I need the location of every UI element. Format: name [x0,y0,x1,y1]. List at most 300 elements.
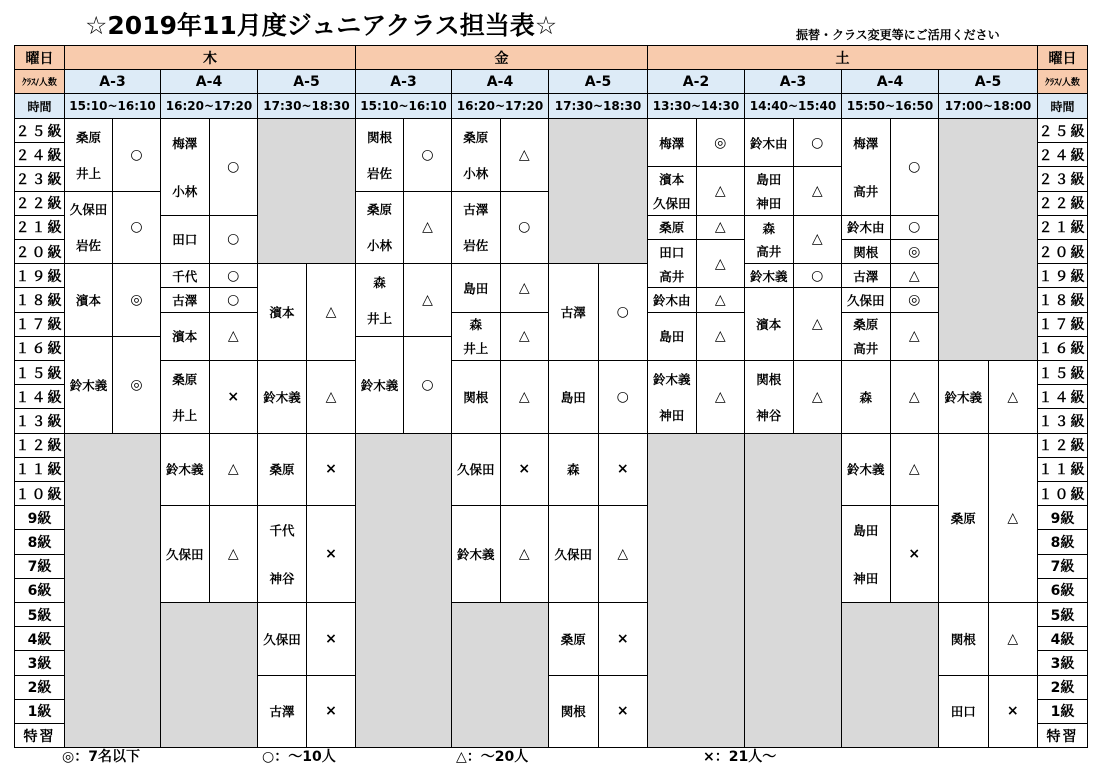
teacher-cell [257,360,307,434]
capacity-mark: △ [988,602,1039,676]
grade-label-right: 1級 [1037,699,1088,724]
capacity-mark: × [890,505,940,603]
teacher-name: 島田 [756,172,782,188]
legend-item-few: ◎：7名以下 [62,749,140,765]
capacity-mark: ○ [403,336,452,434]
legend [0,746,1103,770]
teacher-cell [841,360,891,434]
capacity-mark: ○ [890,118,940,216]
teacher-cell [548,263,599,361]
teacher-cell [257,433,307,507]
capacity-mark: △ [696,166,746,215]
teacher-name: 関根 [950,631,976,647]
grade-label-right: ２２級 [1037,191,1088,216]
teacher-cell [160,433,210,507]
teacher-name: 古澤 [853,268,879,284]
usage-note: 振替・クラス変更等にご活用ください [796,28,1000,42]
grade-label-left: １９級 [14,263,65,288]
teacher-name: 古澤 [560,305,586,321]
teacher-cell [841,263,891,288]
capacity-mark: × [598,602,649,676]
teacher-name: 森 [469,317,482,333]
teacher-cell [841,505,891,603]
teacher-cell [160,287,210,312]
teacher-name: 鈴木義 [456,547,495,563]
grade-label-right: 2級 [1037,675,1088,700]
teacher-name: 田口 [172,232,198,248]
grade-label-right: １８級 [1037,287,1088,312]
teacher-cell [257,675,307,749]
teacher-cell [451,360,501,434]
grade-label-right: 特習 [1037,723,1088,748]
teacher-cell [355,118,404,192]
teacher-name: 鈴木由 [749,135,788,151]
grade-label-right: 6級 [1037,578,1088,603]
grade-label-right: １０級 [1037,481,1088,506]
teacher-cell [355,336,404,434]
teacher-name: 桑原 [560,631,586,647]
capacity-mark: △ [793,360,843,434]
teacher-name: 島田 [463,280,489,296]
teacher-cell [744,118,794,167]
capacity-mark: ○ [598,263,649,361]
capacity-mark: ○ [209,215,259,264]
grade-label-left: 特習 [14,723,65,748]
teacher-name: 関根 [560,704,586,720]
teacher-cell [841,312,891,361]
class-time: 15:10~16:10 [355,93,452,119]
capacity-mark: ◎ [112,336,161,434]
capacity-mark: △ [209,505,259,603]
teacher-cell [647,287,697,312]
class-time: 13:30~14:30 [647,93,745,119]
teacher-name: 鈴木義 [749,268,788,284]
teacher-name: 梅澤 [853,135,879,151]
teacher-name: 関根 [853,244,879,260]
capacity-mark: △ [988,433,1039,603]
class-time: 16:20~17:20 [160,93,258,119]
grade-label-left: 8級 [14,529,65,554]
teacher-name: 鈴木義 [652,371,691,387]
capacity-mark: △ [209,433,259,507]
class-name: A-3 [355,69,452,94]
grade-label-left: １３級 [14,408,65,433]
teacher-name: 桑原 [853,317,879,333]
grade-label-left: ２２級 [14,191,65,216]
grade-label-left: 5級 [14,602,65,627]
teacher-cell [64,263,113,337]
teacher-cell [938,433,989,603]
empty-slot [548,118,648,264]
teacher-cell [647,239,697,288]
teacher-cell [938,360,989,434]
class-time: 17:30~18:30 [257,93,356,119]
grade-label-left: 9級 [14,505,65,530]
teacher-cell [647,215,697,240]
grade-label-left: １７級 [14,312,65,337]
teacher-name: 鈴木義 [360,377,399,393]
teacher-name: 神谷 [269,571,295,587]
grade-label-right: ２５級 [1037,118,1088,143]
teacher-cell [160,118,210,216]
grade-label-right: １４級 [1037,384,1088,409]
grade-label-right: 7級 [1037,554,1088,579]
class-time: 14:40~15:40 [744,93,842,119]
empty-slot [257,118,356,264]
weekday-header: 金 [355,45,648,70]
class-label-left: ｸﾗｽ/人数 [14,69,65,94]
teacher-name: 久保田 [165,547,204,563]
class-name: A-5 [257,69,356,94]
teacher-cell [64,191,113,265]
teacher-cell [160,215,210,264]
grade-label-left: １５級 [14,360,65,385]
time-label-right: 時間 [1037,93,1088,119]
teacher-name: 神田 [853,571,879,587]
grade-label-right: ２０級 [1037,239,1088,264]
teacher-cell [647,312,697,361]
teacher-name: 梅澤 [172,135,198,151]
teacher-cell [64,336,113,434]
teacher-name: 岩佐 [463,238,489,254]
class-time: 15:50~16:50 [841,93,939,119]
teacher-cell [451,505,501,603]
capacity-mark: × [306,433,356,507]
grade-label-left: １１級 [14,457,65,482]
teacher-name: 桑原 [950,510,976,526]
capacity-mark: ○ [793,118,843,167]
teacher-cell [451,312,501,361]
capacity-mark: △ [306,263,356,361]
teacher-name: 濱本 [75,292,101,308]
teacher-name: 高井 [756,244,782,260]
teacher-name: 古澤 [172,292,198,308]
class-time: 16:20~17:20 [451,93,549,119]
teacher-cell [451,118,501,192]
weekday-label-left: 曜日 [14,45,65,70]
class-time: 15:10~16:10 [64,93,161,119]
teacher-name: 久保田 [263,631,301,647]
teacher-name: 高井 [853,341,879,357]
class-name: A-5 [548,69,648,94]
grade-label-right: １７級 [1037,312,1088,337]
teacher-name: 鈴木義 [944,389,982,405]
class-time: 17:00~18:00 [938,93,1038,119]
teacher-cell [548,675,599,749]
teacher-name: 鈴木由 [652,292,691,308]
teacher-name: 森 [373,275,386,291]
teacher-name: 関根 [366,129,392,145]
capacity-mark: △ [696,360,746,434]
capacity-mark: ○ [500,191,550,265]
empty-slot [355,433,452,749]
legend-item-twenty: △：～20人 [456,749,529,765]
teacher-name: 島田 [659,329,685,345]
empty-slot [451,602,549,748]
capacity-mark: ○ [890,215,940,240]
teacher-name: 森 [859,389,872,405]
class-name: A-4 [451,69,549,94]
teacher-cell [841,433,891,507]
class-name: A-4 [841,69,939,94]
capacity-mark: × [306,505,356,603]
teacher-name: 千代 [269,523,295,539]
grade-label-left: １４級 [14,384,65,409]
grade-label-left: ２５級 [14,118,65,143]
empty-slot [744,433,842,749]
teacher-cell [841,118,891,216]
capacity-mark: ○ [793,263,843,288]
teacher-cell [647,166,697,215]
capacity-mark: ○ [209,287,259,312]
class-name: A-3 [744,69,842,94]
capacity-mark: △ [793,166,843,215]
teacher-cell [257,602,307,676]
teacher-name: 古澤 [463,202,489,218]
class-name: A-3 [64,69,161,94]
teacher-cell [160,360,210,434]
capacity-mark: ◎ [696,118,746,167]
grade-label-left: 2級 [14,675,65,700]
teacher-name: 桑原 [269,462,295,478]
capacity-mark: △ [696,215,746,240]
teacher-cell [744,215,794,264]
teacher-name: 森 [566,462,580,478]
teacher-name: 神田 [659,407,685,423]
legend-item-ten: ○：～10人 [262,749,336,765]
grade-label-right: 3級 [1037,650,1088,675]
teacher-cell [744,360,794,434]
capacity-mark: ◎ [112,263,161,337]
page-title: ☆2019年11月度ジュニアクラス担当表☆ [85,11,558,40]
teacher-cell [451,433,501,507]
capacity-mark: ○ [598,360,649,434]
empty-slot [160,602,258,748]
teacher-cell [647,118,697,167]
teacher-name: 桑原 [463,129,489,145]
teacher-cell [355,263,404,337]
empty-slot [938,118,1038,361]
weekday-header: 木 [64,45,356,70]
capacity-mark: △ [598,505,649,603]
teacher-name: 鈴木義 [846,462,885,478]
grade-label-left: ２１級 [14,215,65,240]
empty-slot [841,602,939,748]
capacity-mark: △ [209,312,259,361]
grade-label-right: ２４級 [1037,142,1088,167]
teacher-name: 久保田 [652,195,691,211]
legend-item-many: ×：21人～ [703,749,777,765]
grade-label-right: １６級 [1037,336,1088,361]
teacher-name: 井上 [172,407,198,423]
teacher-cell [451,191,501,265]
grade-label-right: ２１級 [1037,215,1088,240]
capacity-mark: ○ [209,118,259,216]
teacher-name: 鈴木義 [165,462,204,478]
teacher-cell [548,433,599,507]
class-name: A-4 [160,69,258,94]
teacher-name: 鈴木義 [69,377,108,393]
teacher-name: 桑原 [659,220,685,236]
teacher-name: 小林 [172,183,198,199]
teacher-name: 田口 [659,244,685,260]
class-name: A-2 [647,69,745,94]
teacher-name: 井上 [366,310,392,326]
grade-label-right: １２級 [1037,433,1088,458]
teacher-name: 濱本 [172,329,198,345]
teacher-name: 久保田 [846,292,885,308]
capacity-mark: ○ [112,191,161,265]
grade-label-left: １２級 [14,433,65,458]
teacher-cell [160,263,210,288]
teacher-cell [548,505,599,603]
capacity-mark: ◎ [890,239,940,264]
capacity-mark: × [988,675,1039,749]
teacher-cell [548,360,599,434]
capacity-mark: △ [696,287,746,312]
teacher-name: 関根 [756,371,782,387]
grade-label-left: 1級 [14,699,65,724]
capacity-mark: △ [500,360,550,434]
teacher-name: 久保田 [554,547,592,563]
grade-label-right: １３級 [1037,408,1088,433]
empty-slot [64,433,161,749]
grade-label-left: １６級 [14,336,65,361]
teacher-cell [938,602,989,676]
capacity-mark: × [500,433,550,507]
teacher-cell [257,263,307,361]
teacher-cell [841,215,891,240]
capacity-mark: △ [500,505,550,603]
teacher-name: 井上 [75,165,101,181]
teacher-cell [355,191,404,265]
capacity-mark: × [306,675,356,749]
teacher-name: 桑原 [366,202,392,218]
grade-label-left: 4級 [14,626,65,651]
capacity-mark: × [598,433,649,507]
teacher-name: 濱本 [659,172,685,188]
capacity-mark: × [209,360,259,434]
teacher-name: 高井 [853,183,879,199]
teacher-cell [257,505,307,603]
grade-label-left: ２３級 [14,166,65,191]
teacher-name: 関根 [463,389,489,405]
capacity-mark: △ [988,360,1039,434]
teacher-cell [548,602,599,676]
teacher-name: 濱本 [756,317,782,333]
teacher-name: 桑原 [172,371,198,387]
teacher-cell [938,675,989,749]
teacher-name: 岩佐 [75,238,101,254]
teacher-name: 久保田 [69,202,108,218]
capacity-mark: × [598,675,649,749]
capacity-mark: △ [306,360,356,434]
teacher-name: 千代 [172,268,198,284]
weekday-label-right: 曜日 [1037,45,1088,70]
grade-label-left: 3級 [14,650,65,675]
time-label-left: 時間 [14,93,65,119]
capacity-mark: △ [696,239,746,288]
grade-label-left: ２４級 [14,142,65,167]
teacher-name: 神田 [756,195,782,211]
grade-label-right: １５級 [1037,360,1088,385]
teacher-name: 久保田 [456,462,495,478]
grade-label-left: １０級 [14,481,65,506]
teacher-cell [841,287,891,312]
capacity-mark: △ [890,263,940,288]
capacity-mark: △ [793,287,843,361]
teacher-name: 神谷 [756,407,782,423]
empty-slot [647,433,745,749]
grade-label-left: １８級 [14,287,65,312]
capacity-mark: ○ [403,118,452,192]
teacher-name: 濱本 [269,305,295,321]
class-name: A-5 [938,69,1038,94]
teacher-name: 島田 [853,523,879,539]
teacher-name: 小林 [463,165,489,181]
teacher-cell [451,263,501,312]
weekday-header: 土 [647,45,1038,70]
grade-label-left: 7級 [14,554,65,579]
teacher-cell [744,263,794,288]
teacher-name: 梅澤 [659,135,685,151]
class-time: 17:30~18:30 [548,93,648,119]
teacher-cell [744,166,794,215]
grade-label-left: ２０級 [14,239,65,264]
grade-label-left: 6級 [14,578,65,603]
teacher-name: 森 [762,220,775,236]
capacity-mark: △ [500,312,550,361]
teacher-name: 鈴木由 [846,220,885,236]
grade-label-right: １９級 [1037,263,1088,288]
capacity-mark: △ [403,191,452,265]
capacity-mark: △ [500,118,550,192]
grade-label-right: １１級 [1037,457,1088,482]
teacher-name: 鈴木義 [263,389,301,405]
teacher-cell [160,505,210,603]
capacity-mark: ○ [209,263,259,288]
teacher-cell [160,312,210,361]
teacher-name: 高井 [659,268,685,284]
teacher-name: 小林 [366,238,392,254]
teacher-name: 田口 [950,704,976,720]
teacher-name: 井上 [463,341,489,357]
grade-label-right: 5級 [1037,602,1088,627]
grade-label-right: 8級 [1037,529,1088,554]
class-label-right: ｸﾗｽ/人数 [1037,69,1088,94]
capacity-mark: △ [890,360,940,434]
teacher-cell [647,360,697,434]
capacity-mark: △ [403,263,452,337]
teacher-name: 岩佐 [366,165,392,181]
capacity-mark: ○ [112,118,161,192]
grade-label-right: 4級 [1037,626,1088,651]
teacher-name: 島田 [560,389,586,405]
teacher-cell [841,239,891,264]
teacher-name: 古澤 [269,704,295,720]
teacher-cell [744,287,794,361]
capacity-mark: △ [696,312,746,361]
capacity-mark: △ [500,263,550,312]
grade-label-right: ２３級 [1037,166,1088,191]
grade-label-right: 9級 [1037,505,1088,530]
capacity-mark: △ [890,312,940,361]
capacity-mark: × [306,602,356,676]
capacity-mark: △ [890,433,940,507]
teacher-cell [64,118,113,192]
capacity-mark: △ [793,215,843,264]
teacher-name: 桑原 [75,129,101,145]
